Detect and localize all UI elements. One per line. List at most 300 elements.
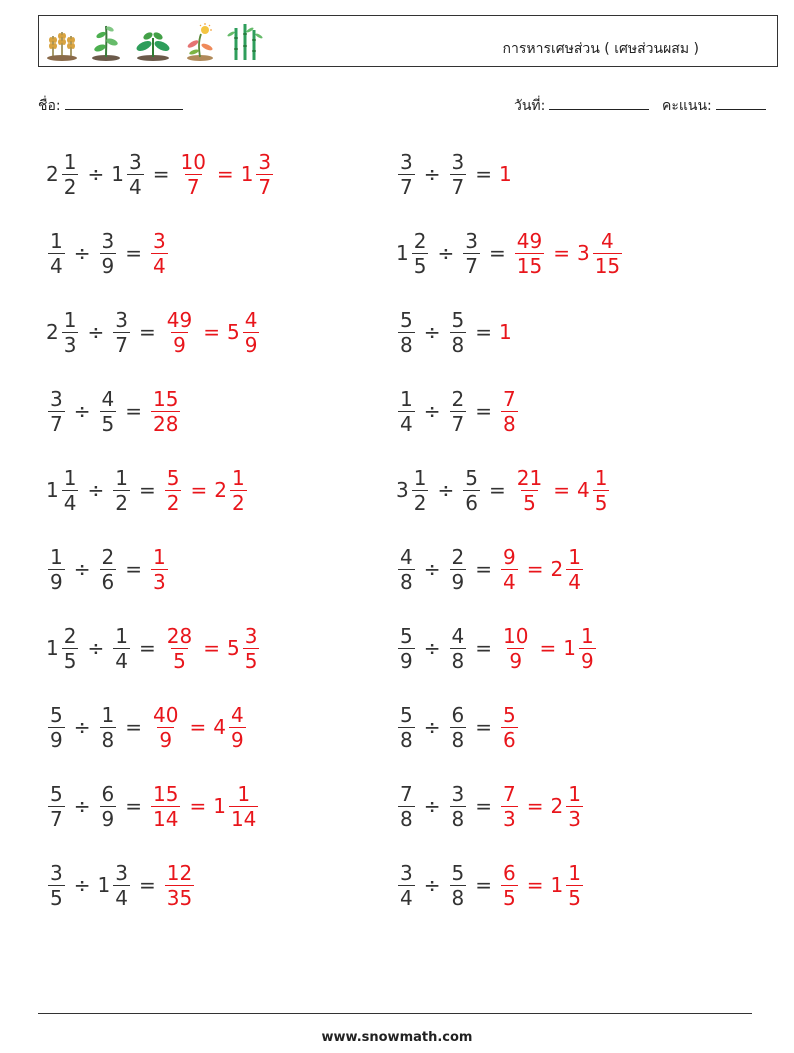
- dividend-denominator: 7: [400, 174, 413, 199]
- dividend-whole: 1: [46, 636, 59, 660]
- answer-fraction-denominator: 4: [153, 253, 166, 278]
- answer-equals-sign: =: [189, 715, 207, 739]
- divisor: [100, 781, 117, 831]
- answer-fraction-numerator: 49: [516, 228, 543, 253]
- divisor-numerator: 3: [115, 307, 128, 332]
- answer-fraction: [501, 623, 530, 673]
- answer-mixed: [230, 465, 247, 515]
- divisor: [450, 702, 467, 752]
- answer-fraction-numerator: 28: [166, 623, 193, 648]
- dividend: [48, 544, 65, 594]
- dividend: [48, 702, 65, 752]
- answer-mixed-whole: 2: [214, 478, 227, 502]
- divisor-denominator: 8: [451, 885, 465, 910]
- answer-mixed: [243, 307, 260, 357]
- answer-mixed-whole: 2: [550, 557, 564, 581]
- answer-fraction: [178, 149, 207, 199]
- divisor-numerator: 5: [465, 465, 478, 490]
- dividend: [62, 623, 79, 673]
- answer-fraction-numerator: 15: [153, 386, 179, 411]
- dividend-denominator: 4: [400, 885, 413, 910]
- answer-fraction-denominator: 3: [503, 806, 516, 831]
- dividend-whole: 2: [46, 320, 59, 344]
- answer-mixed-whole: 1: [563, 636, 576, 660]
- divisor-whole: 1: [97, 873, 111, 897]
- divisor-denominator: 2: [115, 490, 128, 515]
- dividend-denominator: 8: [400, 569, 413, 594]
- answer-fraction-numerator: 10: [180, 149, 206, 174]
- answer-mixed-numerator: 1: [568, 544, 581, 569]
- dividend-numerator: 5: [50, 781, 63, 806]
- divide-sign: ÷: [437, 241, 455, 265]
- answer-fraction-numerator: 49: [166, 307, 193, 332]
- dividend-denominator: 9: [400, 648, 413, 673]
- answer-fraction-denominator: 5: [523, 490, 536, 515]
- divide-sign: ÷: [423, 636, 441, 660]
- answer-mixed-denominator: 3: [568, 806, 581, 831]
- answer-fraction: [515, 228, 544, 278]
- divisor-whole: 1: [111, 162, 124, 186]
- divisor: [113, 860, 130, 910]
- problem-3: [46, 223, 170, 283]
- problem-1: [46, 144, 275, 204]
- equals-sign: =: [125, 715, 142, 739]
- equals-sign: =: [475, 636, 492, 660]
- equals-sign: =: [125, 794, 142, 818]
- problem-5: [46, 302, 261, 362]
- problem-7: [46, 381, 182, 441]
- answer-equals-sign: =: [526, 557, 544, 581]
- score-line[interactable]: [716, 95, 766, 110]
- answer-mixed: [593, 465, 610, 515]
- divisor-denominator: 6: [465, 490, 478, 515]
- dividend: [62, 465, 79, 515]
- score-label: คะแนน:: [662, 98, 712, 114]
- divisor-numerator: 2: [101, 544, 115, 569]
- answer-fraction-denominator: 9: [173, 332, 186, 357]
- dividend-numerator: 3: [400, 149, 413, 174]
- answer-equals-sign: =: [216, 162, 234, 186]
- answer-mixed-denominator: 4: [568, 569, 581, 594]
- answer-fraction-numerator: 5: [166, 465, 180, 490]
- problem-18: [396, 776, 585, 836]
- divisor-denominator: 8: [451, 648, 465, 673]
- answer-mixed-whole: 1: [240, 162, 254, 186]
- divide-sign: ÷: [73, 241, 91, 265]
- answer-mixed-numerator: 1: [594, 465, 608, 490]
- divide-sign: ÷: [423, 162, 441, 186]
- answer-mixed-numerator: 1: [231, 465, 245, 490]
- dividend-numerator: 3: [50, 386, 63, 411]
- answer-fraction-numerator: 10: [503, 623, 529, 648]
- divide-sign: ÷: [423, 399, 441, 423]
- answer-fraction-numerator: 6: [503, 860, 516, 885]
- bamboo-icon: [227, 22, 263, 62]
- dividend: [62, 149, 79, 199]
- divisor-denominator: 9: [451, 569, 465, 594]
- answer-mixed: [566, 781, 583, 831]
- divisor-numerator: 3: [451, 781, 465, 806]
- equals-sign: =: [475, 557, 492, 581]
- date-line[interactable]: [549, 95, 649, 110]
- divisor: [100, 386, 117, 436]
- answer-mixed: [593, 228, 622, 278]
- dividend-numerator: 5: [400, 307, 413, 332]
- answer-mixed-numerator: 4: [230, 702, 244, 727]
- problem-9: [46, 460, 249, 520]
- divisor-denominator: 4: [128, 174, 142, 199]
- dividend: [398, 623, 415, 673]
- dividend-whole: 1: [46, 478, 59, 502]
- footer-divider: [38, 1013, 752, 1014]
- divide-sign: ÷: [423, 715, 441, 739]
- divisor-numerator: 6: [101, 781, 115, 806]
- dividend-denominator: 3: [63, 332, 77, 357]
- answer-fraction-numerator: 12: [166, 860, 193, 885]
- divisor-numerator: 1: [115, 623, 128, 648]
- divisor-numerator: 4: [101, 386, 115, 411]
- answer-mixed-denominator: 15: [594, 253, 621, 278]
- answer-fraction: [151, 702, 180, 752]
- dividend-whole: 3: [396, 478, 409, 502]
- answer-equals-sign: =: [539, 636, 557, 660]
- answer-fraction: [501, 860, 518, 910]
- answer-fraction: [151, 781, 180, 831]
- equals-sign: =: [475, 162, 492, 186]
- dividend-numerator: 1: [50, 228, 63, 253]
- name-line[interactable]: [65, 95, 183, 110]
- divisor: [450, 623, 467, 673]
- dividend-numerator: 5: [400, 623, 413, 648]
- divisor: [113, 623, 130, 673]
- divisor-numerator: 6: [451, 702, 465, 727]
- answer-fraction-denominator: 8: [503, 411, 516, 436]
- answer-mixed-denominator: 9: [244, 332, 258, 357]
- answer-mixed-numerator: 1: [568, 781, 581, 806]
- divide-sign: ÷: [73, 557, 91, 581]
- answer-mixed-numerator: 4: [244, 307, 258, 332]
- answer-fraction: [151, 386, 180, 436]
- answer-mixed-denominator: 5: [244, 648, 258, 673]
- dividend-denominator: 9: [50, 727, 63, 752]
- dividend-whole: 2: [46, 162, 59, 186]
- dividend-denominator: 7: [50, 806, 63, 831]
- divisor-denominator: 6: [101, 569, 115, 594]
- answer-fraction-numerator: 15: [153, 781, 179, 806]
- dividend: [398, 544, 415, 594]
- answer-fraction: [515, 465, 544, 515]
- answer-mixed-denominator: 14: [230, 806, 257, 831]
- problem-11: [46, 539, 170, 599]
- divisor-denominator: 4: [115, 885, 128, 910]
- equals-sign: =: [125, 399, 142, 423]
- answer-mixed-whole: 1: [213, 794, 226, 818]
- dividend-denominator: 4: [50, 253, 63, 278]
- dividend: [398, 307, 415, 357]
- dividend-denominator: 2: [63, 174, 77, 199]
- answer-mixed: [229, 702, 246, 752]
- equals-sign: =: [125, 241, 142, 265]
- answer-fraction-denominator: 15: [516, 253, 543, 278]
- dividend: [398, 386, 415, 436]
- answer-equals-sign: =: [203, 320, 220, 344]
- divisor: [463, 228, 480, 278]
- answer-fraction: [501, 702, 518, 752]
- equals-sign: =: [475, 399, 492, 423]
- answer-mixed-whole: 5: [226, 320, 240, 344]
- problem-10: [396, 460, 611, 520]
- divisor: [450, 307, 467, 357]
- dividend: [412, 228, 429, 278]
- divide-sign: ÷: [423, 873, 441, 897]
- dividend-numerator: 1: [50, 544, 63, 569]
- sprout-icon: [89, 22, 123, 62]
- answer-equals-sign: =: [526, 873, 544, 897]
- worksheet-title: การหารเศษส่วน ( เศษส่วนผสม ): [502, 41, 699, 57]
- divide-sign: ÷: [73, 794, 91, 818]
- dividend-numerator: 1: [413, 465, 427, 490]
- equals-sign: =: [475, 794, 492, 818]
- dividend-numerator: 1: [63, 149, 77, 174]
- problem-17: [46, 776, 260, 836]
- divide-sign: ÷: [423, 794, 441, 818]
- answer-mixed-numerator: 1: [568, 860, 581, 885]
- dividend-numerator: 5: [400, 702, 413, 727]
- wheat-icon: [45, 26, 79, 62]
- divide-sign: ÷: [87, 636, 105, 660]
- problem-14: [396, 618, 598, 678]
- equals-sign: =: [488, 478, 506, 502]
- answer-fraction: [165, 860, 194, 910]
- problem-8: [396, 381, 520, 441]
- divisor: [100, 228, 117, 278]
- answer-fraction: [165, 465, 182, 515]
- answer-fraction-denominator: 5: [173, 648, 186, 673]
- answer-fraction-denominator: 4: [503, 569, 516, 594]
- answer-equals-sign: =: [553, 478, 570, 502]
- dividend: [398, 149, 415, 199]
- divisor-numerator: 5: [451, 860, 465, 885]
- divisor-numerator: 1: [101, 702, 115, 727]
- dividend: [398, 702, 415, 752]
- problem-16: [396, 697, 520, 757]
- answer-fraction-numerator: 21: [516, 465, 543, 490]
- answer-fraction-denominator: 9: [159, 727, 173, 752]
- answer-mixed-denominator: 5: [568, 885, 581, 910]
- problem-2: [396, 144, 512, 204]
- divisor-numerator: 5: [451, 307, 465, 332]
- divisor: [450, 149, 467, 199]
- answer-fraction: [501, 781, 518, 831]
- divisor-denominator: 4: [115, 648, 128, 673]
- equals-sign: =: [475, 873, 492, 897]
- footer-url: www.snowmath.com: [321, 1030, 473, 1045]
- answer-mixed-whole: 1: [550, 873, 564, 897]
- divisor-numerator: 3: [128, 149, 142, 174]
- answer-fraction: [165, 623, 194, 673]
- dividend-numerator: 1: [63, 465, 77, 490]
- answer-mixed: [579, 623, 596, 673]
- answer-fraction: [501, 386, 518, 436]
- answer-mixed: [566, 544, 583, 594]
- problem-15: [46, 697, 248, 757]
- problem-4: [396, 223, 624, 283]
- dividend-numerator: 3: [50, 860, 63, 885]
- divisor-numerator: 4: [451, 623, 465, 648]
- dividend-numerator: 4: [400, 544, 413, 569]
- dividend-denominator: 5: [50, 885, 63, 910]
- dividend: [412, 465, 429, 515]
- problem-19: [46, 855, 196, 915]
- divide-sign: ÷: [73, 715, 91, 739]
- flower-icon: [183, 22, 217, 62]
- answer-fraction-numerator: 5: [503, 702, 516, 727]
- answer-mixed-numerator: 3: [258, 149, 272, 174]
- divisor: [100, 544, 117, 594]
- divisor: [127, 149, 144, 199]
- divisor-denominator: 7: [451, 174, 465, 199]
- answer-mixed: [229, 781, 258, 831]
- divide-sign: ÷: [423, 557, 441, 581]
- divide-sign: ÷: [73, 873, 91, 897]
- header-box: [38, 15, 778, 67]
- answer-fraction: [151, 544, 168, 594]
- answer-equals-sign: =: [553, 241, 570, 265]
- dividend: [398, 781, 415, 831]
- divisor-denominator: 8: [451, 332, 465, 357]
- answer-equals-sign: =: [190, 478, 208, 502]
- answer-mixed-denominator: 5: [594, 490, 608, 515]
- divisor-denominator: 8: [451, 806, 465, 831]
- equals-sign: =: [138, 320, 156, 344]
- answer-mixed-whole: 4: [213, 715, 226, 739]
- divide-sign: ÷: [437, 478, 455, 502]
- answer-mixed: [243, 623, 260, 673]
- problem-13: [46, 618, 261, 678]
- divisor-denominator: 9: [101, 806, 115, 831]
- equals-sign: =: [488, 241, 506, 265]
- name-field: [38, 95, 183, 117]
- answer-fraction: [151, 228, 168, 278]
- dividend-numerator: 3: [400, 860, 413, 885]
- divisor-denominator: 9: [101, 253, 115, 278]
- equals-sign: =: [138, 478, 156, 502]
- dividend-denominator: 4: [63, 490, 77, 515]
- answer-mixed-whole: 5: [226, 636, 240, 660]
- divisor-denominator: 8: [451, 727, 465, 752]
- answer-mixed-denominator: 9: [230, 727, 244, 752]
- divisor: [450, 781, 467, 831]
- dividend-numerator: 2: [63, 623, 77, 648]
- problem-12: [396, 539, 585, 599]
- answer-fraction-denominator: 28: [153, 411, 179, 436]
- dividend-denominator: 5: [63, 648, 77, 673]
- divisor-numerator: 3: [115, 860, 128, 885]
- equals-sign: =: [138, 636, 156, 660]
- answer-equals-sign: =: [203, 636, 220, 660]
- divisor: [100, 702, 117, 752]
- divisor: [450, 386, 467, 436]
- answer-mixed-whole: 3: [576, 241, 590, 265]
- answer-mixed: [256, 149, 273, 199]
- dividend-denominator: 8: [400, 727, 413, 752]
- divisor-numerator: 3: [101, 228, 115, 253]
- answer-mixed-whole: 2: [550, 794, 564, 818]
- date-field: [514, 95, 649, 117]
- dividend-numerator: 2: [413, 228, 427, 253]
- answer-mixed-denominator: 2: [231, 490, 245, 515]
- answer-equals-sign: =: [526, 794, 544, 818]
- answer-fraction-denominator: 35: [166, 885, 193, 910]
- dividend-denominator: 7: [50, 411, 63, 436]
- dividend-denominator: 8: [400, 806, 413, 831]
- dividend-numerator: 7: [400, 781, 413, 806]
- answer-whole: 1: [499, 162, 512, 186]
- equals-sign: =: [138, 873, 156, 897]
- dividend-numerator: 1: [400, 386, 413, 411]
- equals-sign: =: [475, 320, 492, 344]
- dividend-numerator: 5: [50, 702, 63, 727]
- divide-sign: ÷: [87, 162, 105, 186]
- seedling-icon: [133, 26, 173, 62]
- equals-sign: =: [125, 557, 142, 581]
- dividend: [48, 781, 65, 831]
- answer-mixed-numerator: 3: [244, 623, 258, 648]
- divisor-denominator: 7: [465, 253, 478, 278]
- answer-mixed-denominator: 9: [580, 648, 594, 673]
- answer-fraction-denominator: 9: [509, 648, 523, 673]
- divisor: [463, 465, 480, 515]
- answer-mixed-numerator: 1: [580, 623, 594, 648]
- answer-fraction-denominator: 7: [186, 174, 200, 199]
- divisor-numerator: 2: [451, 386, 465, 411]
- divisor: [450, 860, 467, 910]
- dividend-denominator: 4: [400, 411, 413, 436]
- dividend-whole: 1: [396, 241, 409, 265]
- divide-sign: ÷: [423, 320, 441, 344]
- answer-mixed-numerator: 1: [237, 781, 251, 806]
- answer-fraction-numerator: 7: [503, 781, 516, 806]
- divide-sign: ÷: [73, 399, 91, 423]
- dividend-denominator: 2: [413, 490, 427, 515]
- problem-20: [396, 855, 585, 915]
- equals-sign: =: [152, 162, 170, 186]
- dividend: [48, 386, 65, 436]
- divisor: [113, 465, 130, 515]
- answer-mixed-denominator: 7: [258, 174, 272, 199]
- answer-fraction-numerator: 3: [153, 228, 166, 253]
- divisor-numerator: 3: [465, 228, 478, 253]
- answer-fraction-denominator: 6: [503, 727, 516, 752]
- answer-mixed-numerator: 4: [601, 228, 614, 253]
- answer-fraction-numerator: 7: [503, 386, 516, 411]
- answer-fraction-numerator: 40: [153, 702, 179, 727]
- answer-fraction: [165, 307, 194, 357]
- equals-sign: =: [475, 715, 492, 739]
- header-icons: [45, 22, 263, 62]
- dividend-denominator: 8: [400, 332, 413, 357]
- answer-fraction-denominator: 14: [153, 806, 179, 831]
- divisor-denominator: 5: [101, 411, 115, 436]
- divisor-numerator: 3: [451, 149, 465, 174]
- dividend: [398, 860, 415, 910]
- divide-sign: ÷: [87, 478, 105, 502]
- answer-equals-sign: =: [189, 794, 207, 818]
- answer-fraction-denominator: 3: [153, 569, 166, 594]
- answer-fraction-denominator: 5: [503, 885, 516, 910]
- answer-fraction-numerator: 9: [503, 544, 516, 569]
- divisor-denominator: 8: [101, 727, 115, 752]
